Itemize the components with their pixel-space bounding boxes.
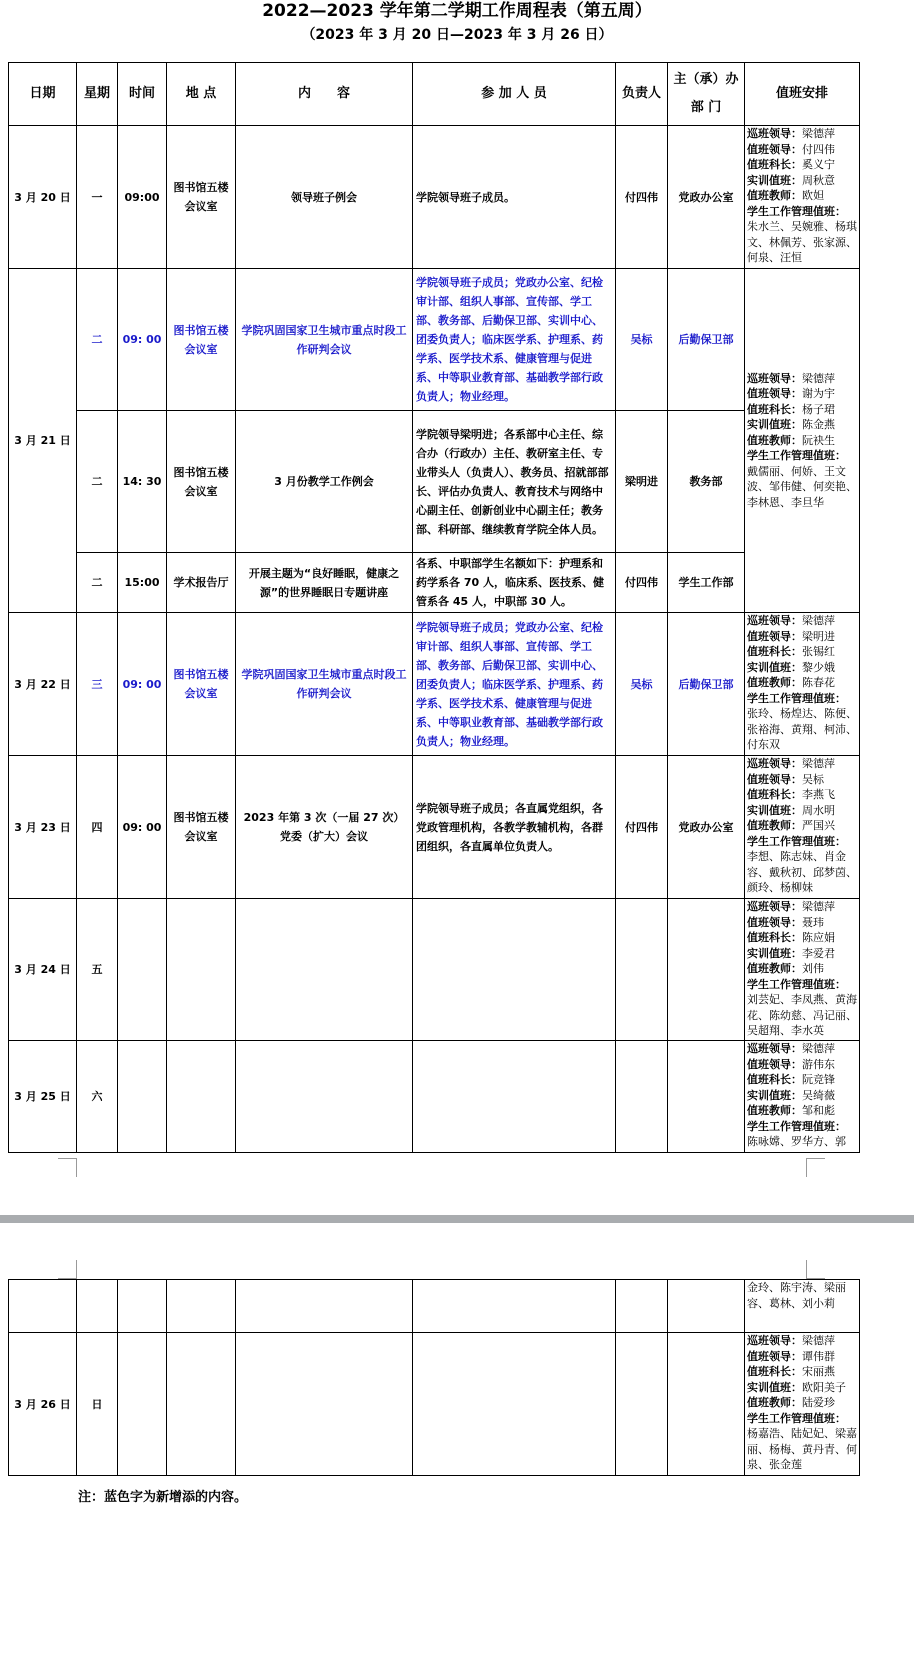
participants-cell: 学院领导班子成员。 [413,126,616,269]
header-time: 时间 [118,63,167,126]
location-cell: 图书馆五楼会议室 [167,756,236,899]
page-break-divider [0,1215,914,1223]
participants-cell: 学院领导班子成员；各直属党组织，各党政管理机构，各教学教辅机构，各群团组织，各直属单位负责人。 [413,756,616,899]
owner-cell [616,1041,668,1153]
location-cell: 图书馆五楼会议室 [167,411,236,553]
header-weekday: 星期 [77,63,118,126]
weekday-cell: 六 [77,1041,118,1153]
table-row [9,1280,860,1333]
location-cell: 图书馆五楼会议室 [167,613,236,756]
page-title: 2022—2023 学年第二学期工作周程表（第五周） [262,1,652,21]
time-cell: 09: 00 [118,756,167,899]
header-duty: 值班安排 [745,63,860,126]
owner-cell: 付四伟 [616,553,668,613]
header-location: 地 点 [167,63,236,126]
date-cell: 3 月 24 日 [9,899,77,1041]
content-cell: 3 月份教学工作例会 [236,411,413,553]
page-corner-mark [58,1158,77,1177]
location-cell [167,1041,236,1153]
date-cell: 3 月 25 日 [9,1041,77,1153]
header-owner: 负责人 [616,63,668,126]
header-date: 日期 [9,63,77,126]
content-cell [236,899,413,1041]
dept-cell: 后勤保卫部 [668,613,745,756]
duty-cell: 巡班领导：梁德萍 值班领导：梁明进 值班科长：张锡红 实训值班：黎少娥 值班教师：陈春花 学生工作管理值班： 张玲、杨煌达、陈便、张裕海、黄翔、柯沛、付东双 [745,613,860,756]
dept-cell: 学生工作部 [668,553,745,613]
table-row [9,1333,860,1476]
weekday-cell: 二 [77,411,118,553]
owner-cell: 吴标 [616,613,668,756]
schedule-table [8,62,860,1153]
duty-cell: 巡班领导：梁德萍 值班领导：谢为宇 值班科长：杨子珺 实训值班：陈金燕 值班教师：阮袂生 学生工作管理值班： 戴儒丽、何娇、王文波、邹伟健、何奕艳、李林恩、李旦华 [745,269,860,613]
content-cell [236,1041,413,1153]
content-cell: 学院巩固国家卫生城市重点时段工作研判会议 [236,269,413,411]
duty-cell: 巡班领导：梁德萍 值班领导：吴标 值班科长：李燕飞 实训值班：周水明 值班教师：严国兴 学生工作管理值班： 李想、陈志妹、肖金容、戴秋初、邱梦茵、颜玲、杨柳妹 [745,756,860,899]
page-corner-mark [58,1260,77,1279]
header-participants: 参 加 人 员 [413,63,616,126]
owner-cell: 梁明进 [616,411,668,553]
participants-cell [413,1041,616,1153]
table-row [9,899,860,1041]
header-content: 内 容 [236,63,413,126]
table-row [9,1041,860,1153]
date-cell: 3 月 20 日 [9,126,77,269]
time-cell: 14: 30 [118,411,167,553]
location-cell: 图书馆五楼会议室 [167,269,236,411]
duty-cell: 巡班领导：梁德萍 值班领导：付四伟 值班科长：奚义宁 实训值班：周秋意 值班教师：欧妲 学生工作管理值班： 朱水兰、吴婉雅、杨琪文、林佩芳、张家源、何泉、汪恒 [745,126,860,269]
page-corner-mark [806,1260,825,1279]
participants-cell: 学院领导梁明进；各系部中心主任、综合办（行政办）主任、教研室主任、专业带头人（负责人）、教务员、招就部部长、评估办负责人、教育技术与网络中心副主任、创新创业中心副主任；教务部、科研部、继续教育学院全体人员。 [413,411,616,553]
dept-cell: 党政办公室 [668,126,745,269]
dept-cell [668,1041,745,1153]
duty-cell: 巡班领导：梁德萍 值班领导：谭伟群 值班科长：宋丽燕 实训值班：欧阳美子 值班教师：陆爱珍 学生工作管理值班： 杨嘉浩、陆妃妃、梁嘉丽、杨梅、黄丹青、何泉、张金莲 [745,1333,860,1476]
weekday-cell: 二 [77,553,118,613]
table-row [9,613,860,756]
owner-cell [616,899,668,1041]
page-corner-mark [806,1158,825,1177]
dept-cell [668,899,745,1041]
location-cell: 学术报告厅 [167,553,236,613]
duty-cell: 巡班领导：梁德萍 值班领导：聂玮 值班科长：陈应娟 实训值班：李爱君 值班教师：刘伟 学生工作管理值班： 刘芸妃、李凤燕、黄海花、陈幼慈、冯记丽、吴超翔、李水英 [745,899,860,1041]
duty-cell: 巡班领导：梁德萍 值班领导：游伟东 值班科长：阮竞锋 实训值班：吴绮薇 值班教师：邹和彪 学生工作管理值班： 陈咏嫦、罗华方、郭 [745,1041,860,1153]
owner-cell: 付四伟 [616,756,668,899]
time-cell: 09: 00 [118,613,167,756]
table-row [9,553,860,613]
time-cell: 09: 00 [118,269,167,411]
weekday-cell: 一 [77,126,118,269]
weekday-cell: 五 [77,899,118,1041]
duty-continuation: 金玲、陈宇涛、梁丽容、葛林、刘小莉 [745,1280,860,1333]
time-cell: 09:00 [118,126,167,269]
owner-cell: 付四伟 [616,126,668,269]
weekday-cell: 二 [77,269,118,411]
table-row [9,411,860,553]
location-cell: 图书馆五楼会议室 [167,126,236,269]
dept-cell: 党政办公室 [668,756,745,899]
weekday-cell: 日 [77,1333,118,1476]
header-row [9,63,860,126]
table-row [9,756,860,899]
owner-cell: 吴标 [616,269,668,411]
date-cell: 3 月 23 日 [9,756,77,899]
weekday-cell: 四 [77,756,118,899]
participants-cell: 各系、中职部学生名额如下：护理系和药学系各 70 人，临床系、医技系、健管系各 45 人，中职部 30 人。 [413,553,616,613]
time-cell [118,899,167,1041]
time-cell [118,1041,167,1153]
content-cell: 学院巩固国家卫生城市重点时段工作研判会议 [236,613,413,756]
header-dept: 主（承）办部 门 [668,63,745,126]
content-cell: 开展主题为“良好睡眠，健康之源”的世界睡眠日专题讲座 [236,553,413,613]
dept-cell: 教务部 [668,411,745,553]
participants-cell [413,899,616,1041]
time-cell: 15:00 [118,553,167,613]
content-cell: 领导班子例会 [236,126,413,269]
page-subtitle: （2023 年 3 月 20 日—2023 年 3 月 26 日） [301,27,613,43]
date-cell: 3 月 26 日 [9,1333,77,1476]
weekday-cell: 三 [77,613,118,756]
table-row [9,269,860,411]
participants-cell: 学院领导班子成员；党政办公室、纪检审计部、组织人事部、宣传部、学工部、教务部、后勤保卫部、实训中心、团委负责人；临床医学系、护理系、药学系、医学技术系、健康管理与促进系、中等职业教育部、基础教学部行政负责人；物业经理。 [413,613,616,756]
schedule-table-continued [8,1279,860,1476]
content-cell: 2023 年第 3 次（一届 27 次）党委（扩大）会议 [236,756,413,899]
date-cell: 3 月 21 日 [9,269,77,613]
footnote: 注：蓝色字为新增添的内容。 [78,1490,248,1505]
participants-cell: 学院领导班子成员；党政办公室、纪检审计部、组织人事部、宣传部、学工部、教务部、后勤保卫部、实训中心、团委负责人；临床医学系、护理系、药学系、医学技术系、健康管理与促进系、中等职业教育部、基础教学部行政负责人；物业经理。 [413,269,616,411]
table-row [9,126,860,269]
location-cell [167,899,236,1041]
date-cell: 3 月 22 日 [9,613,77,756]
dept-cell: 后勤保卫部 [668,269,745,411]
